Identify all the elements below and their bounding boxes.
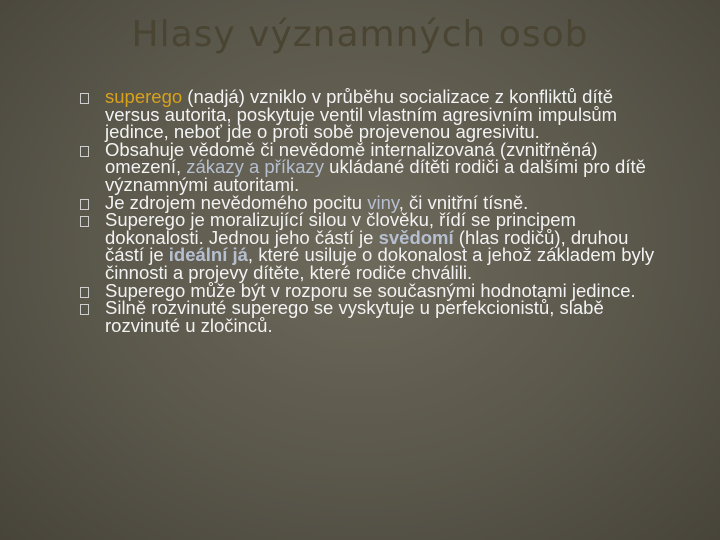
bullet-item (80, 211, 665, 281)
bullet-text: (nadjá) vzniklo v průběhu socializace z konfliktů dítě versus autorita, poskytuje ventil vlastním agresivním impulsům jedince, neboť jde o proti sobě projevenou agresivitu. (105, 86, 618, 143)
bullet-text: Je zdrojem nevědomého pocitu (105, 191, 368, 213)
square-bullet-icon (80, 93, 89, 104)
slide-title: Hlasy významných osob (131, 14, 589, 55)
bullet-list (80, 88, 665, 334)
bullet-item (80, 88, 665, 141)
bullet-text: Silně rozvinuté superego se vyskytuje u perfekcionistů, slabě rozvinuté u zločinců. (105, 297, 604, 336)
bullet-text: Superego je moralizující silou v člověku, řídí se principem dokonalosti. Jednou jeho částí je (105, 209, 576, 248)
square-bullet-icon (80, 304, 89, 315)
highlighted-term: superego (105, 86, 183, 107)
bullet-text: , které usiluje o dokonalost a jehož základem byly činnosti a projevy dítěte, které rodiče chválili. (105, 244, 655, 283)
square-bullet-icon (80, 216, 89, 227)
bullet-text: Obsahuje vědomě či nevědomě internalizovaná (zvnitřněná) omezení, (105, 138, 598, 178)
highlighted-term: zákazy a příkazy (186, 156, 325, 178)
highlighted-term: viny (367, 191, 399, 213)
square-bullet-icon (80, 199, 89, 210)
square-bullet-icon (80, 287, 89, 298)
bullet-item (80, 299, 665, 334)
square-bullet-icon (80, 146, 89, 157)
bullet-text: ukládané dítěti rodiči a dalšími pro dítě významnými autoritami. (105, 156, 646, 195)
highlighted-term: ideální já (168, 244, 248, 266)
highlighted-term: svědomí (378, 226, 454, 248)
bullet-text: (hlas rodičů), druhou částí je (105, 226, 629, 266)
bullet-text: , či vnitřní tísně. (398, 191, 529, 213)
bullet-item (80, 138, 665, 195)
bullet-text: Superego může být v rozporu se současnými hodnotami jedince. (105, 279, 636, 301)
